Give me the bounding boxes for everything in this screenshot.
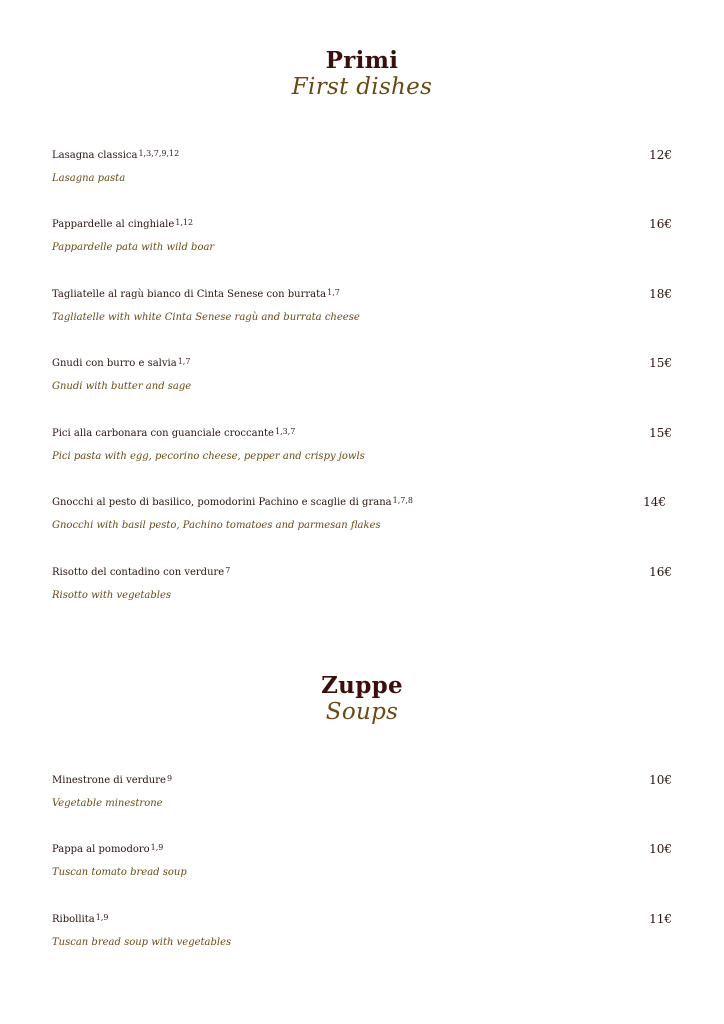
dish-price: 15€ xyxy=(649,426,672,440)
allergen-codes: 1,3,7 xyxy=(274,427,296,436)
dish-price: 12€ xyxy=(649,148,672,162)
allergen-codes: 1,7,8 xyxy=(392,496,413,505)
dish-name: Risotto del contadino con verdure$^7$ xyxy=(52,566,231,578)
dish-name: Lasagna classica$^{1,3,7,9,12}$ xyxy=(52,149,180,161)
dish-description: Tagliatelle with white Cinta Senese ragù and burrata cheese xyxy=(52,312,360,323)
allergen-codes: 1,3,7,9,12 xyxy=(138,149,180,158)
dish-description: Pappardelle pata with wild boar xyxy=(52,242,215,253)
allergen-codes: 1,7 xyxy=(177,357,191,366)
dish-description: Risotto with vegetables xyxy=(52,590,172,601)
dish-description: Vegetable minestrone xyxy=(52,798,163,809)
menu-item xyxy=(52,909,672,953)
menu-item xyxy=(52,423,672,467)
dish-price: 16€ xyxy=(649,565,672,579)
section-subtitle: Soups xyxy=(325,699,399,725)
section-header xyxy=(0,673,724,725)
dish-price: 15€ xyxy=(649,356,672,370)
allergen-codes: 1,12 xyxy=(175,218,194,227)
dish-price: 10€ xyxy=(649,842,672,856)
dish-description: Gnudi with butter and sage xyxy=(52,381,192,392)
dish-price: 11€ xyxy=(649,912,672,926)
dish-name: Gnudi con burro e salvia$^{1,7}$ xyxy=(52,357,191,369)
dish-name: Ribollita$^{1,9}$ xyxy=(52,913,109,925)
dish-name: Minestrone di verdure$^9$ xyxy=(52,774,173,786)
dish-name: Pappardelle al cinghiale$^{1,12}$ xyxy=(52,218,194,230)
dish-name: Pappa al pomodoro$^{1,9}$ xyxy=(52,843,164,855)
dish-description: Tuscan bread soup with vegetables xyxy=(52,937,232,948)
menu-item xyxy=(52,770,672,814)
dish-price: 18€ xyxy=(649,287,672,301)
dish-description: Pici pasta with egg, pecorino cheese, pepper and crispy jowls xyxy=(52,451,365,462)
dish-name: Pici alla carbonara con guanciale croccante$^{1,3,7}$ xyxy=(52,427,296,439)
dish-name: Gnocchi al pesto di basilico, pomodorini Pachino e scaglie di grana$^{1,7,8}$ xyxy=(52,496,413,508)
allergen-codes: 9 xyxy=(166,774,173,783)
section-title: Zuppe xyxy=(321,672,403,699)
allergen-codes: 7 xyxy=(225,566,231,575)
dish-description: Tuscan tomato bread soup xyxy=(52,867,187,878)
allergen-codes: 1,7 xyxy=(327,288,340,297)
dish-price: 10€ xyxy=(649,773,672,787)
section-subtitle: First dishes xyxy=(291,74,433,100)
menu-item xyxy=(52,214,672,258)
dish-price: 14€ xyxy=(643,495,666,509)
menu-item xyxy=(52,492,672,536)
dish-description: Gnocchi with basil pesto, Pachino tomatoes and parmesan flakes xyxy=(52,520,381,531)
menu-item xyxy=(52,145,672,189)
allergen-codes: 1,9 xyxy=(150,843,164,852)
allergen-codes: 1,9 xyxy=(95,913,109,922)
menu-item xyxy=(52,839,672,883)
menu-item xyxy=(52,284,672,328)
menu-item xyxy=(52,353,672,397)
menu-item xyxy=(52,562,672,606)
section-header xyxy=(0,48,724,100)
section-title: Primi xyxy=(325,47,399,74)
dish-name: Tagliatelle al ragù bianco di Cinta Senese con burrata$^{1,7}$ xyxy=(52,288,340,300)
dish-description: Lasagna pasta xyxy=(52,173,126,184)
dish-price: 16€ xyxy=(649,217,672,231)
